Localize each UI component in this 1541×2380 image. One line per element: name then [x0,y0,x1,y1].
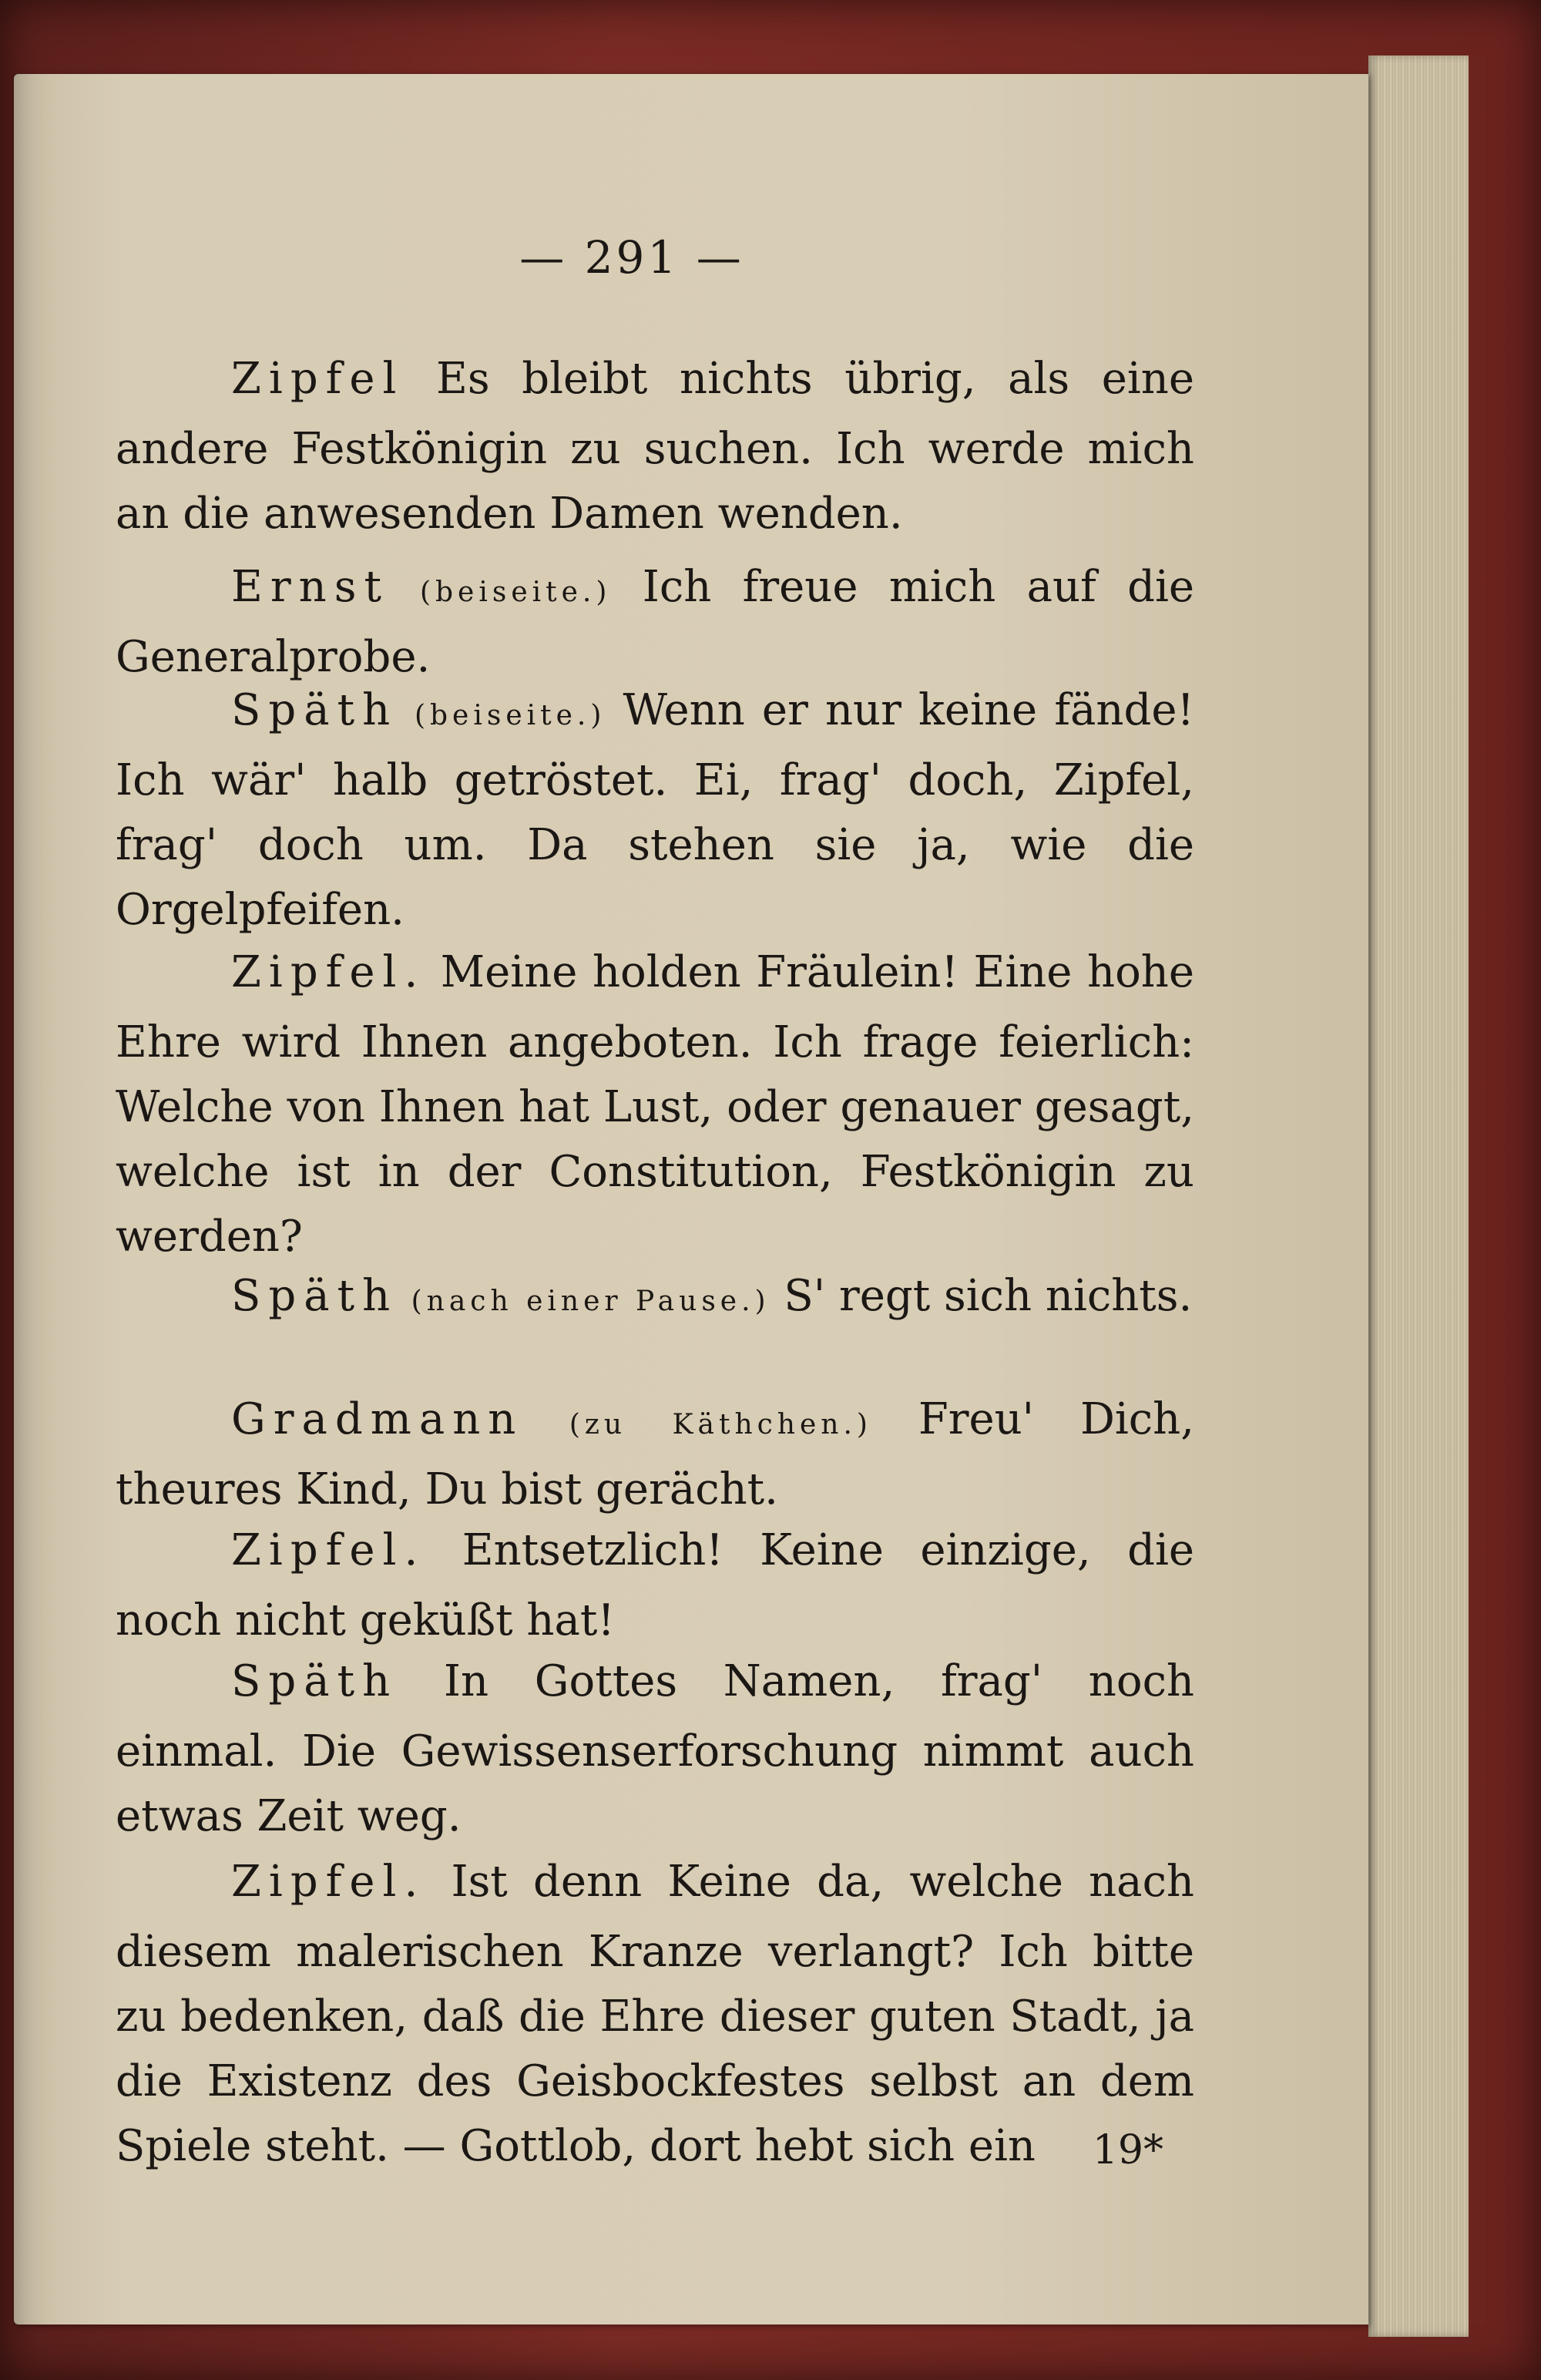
paragraph-2 [116,555,1194,690]
speaker-name: Späth [231,1656,398,1706]
signature-mark: 19* [1092,2127,1163,2173]
paragraph-7 [116,1518,1194,1653]
dialogue-text: Es bleibt nichts übrig, als eine andere Festkönigin zu suchen. Ich werde mich an die anwesenden Damen wenden. [116,354,1194,539]
speaker-name: Zipfel [231,354,405,404]
speaker-name: Gradmann [231,1394,524,1444]
dialogue-text: Ist denn Keine da, welche nach diesem malerischen Kranze verlangt? Ich bitte zu bedenken, daß die Ehre dieser guten Stadt, ja die Existenz des Geisbockfestes selbst an dem Spiele steht. — Gottlob, dort hebt sich ein [116,1857,1194,2171]
stage-direction: (zu Käthchen.) [523,1409,872,1440]
speaker-name: Zipfel. [231,1857,426,1907]
stage-direction: (beiseite.) [388,577,612,608]
paragraph-8 [116,1649,1194,1849]
speaker-name: Späth [231,685,398,735]
paragraph-1 [116,347,1194,546]
paragraph-9 [116,1850,1194,2179]
dialogue-text: Freu' Dich, theures Kind, Du bist gerächt. [116,1394,1194,1514]
dialogue-text: Meine holden Fräulein! Eine hohe Ehre wird Ihnen angeboten. Ich frage feierlich: Welche von Ihnen hat Lust, oder genauer gesagt, welche ist in der Constitution, Festkönigin zu werden? [116,947,1194,1262]
dialogue-text: Ich freue mich auf die Generalprobe. [116,562,1195,682]
dialogue-text: Entsetzlich! Keine einzige, die noch nicht geküßt hat! [116,1525,1194,1645]
dialogue-text: Wenn er nur keine fände! Ich wär' halb getröstet. Ei, frag' doch, Zipfel, frag' doch um. Da stehen sie ja, wie die Orgelpfeifen. [116,685,1194,935]
paragraph-6 [116,1387,1194,1522]
stage-direction: (nach einer Pause.) [398,1286,770,1317]
dialogue-text: S' regt sich nichts. [770,1271,1193,1321]
speaker-name: Zipfel. [231,947,426,997]
page-number: — 291 — [519,231,744,284]
stage-direction: (beiseite.) [398,700,606,731]
paragraph-5 [116,1264,1194,1334]
paragraph-3 [116,678,1194,943]
speaker-name: Zipfel. [231,1525,426,1575]
speaker-name: Späth [231,1271,398,1321]
dialogue-text: In Gottes Namen, frag' noch einmal. Die Gewissenserforschung nimmt auch etwas Zeit weg. [116,1656,1194,1841]
speaker-name: Ernst [231,562,389,612]
paragraph-4 [116,940,1194,1269]
